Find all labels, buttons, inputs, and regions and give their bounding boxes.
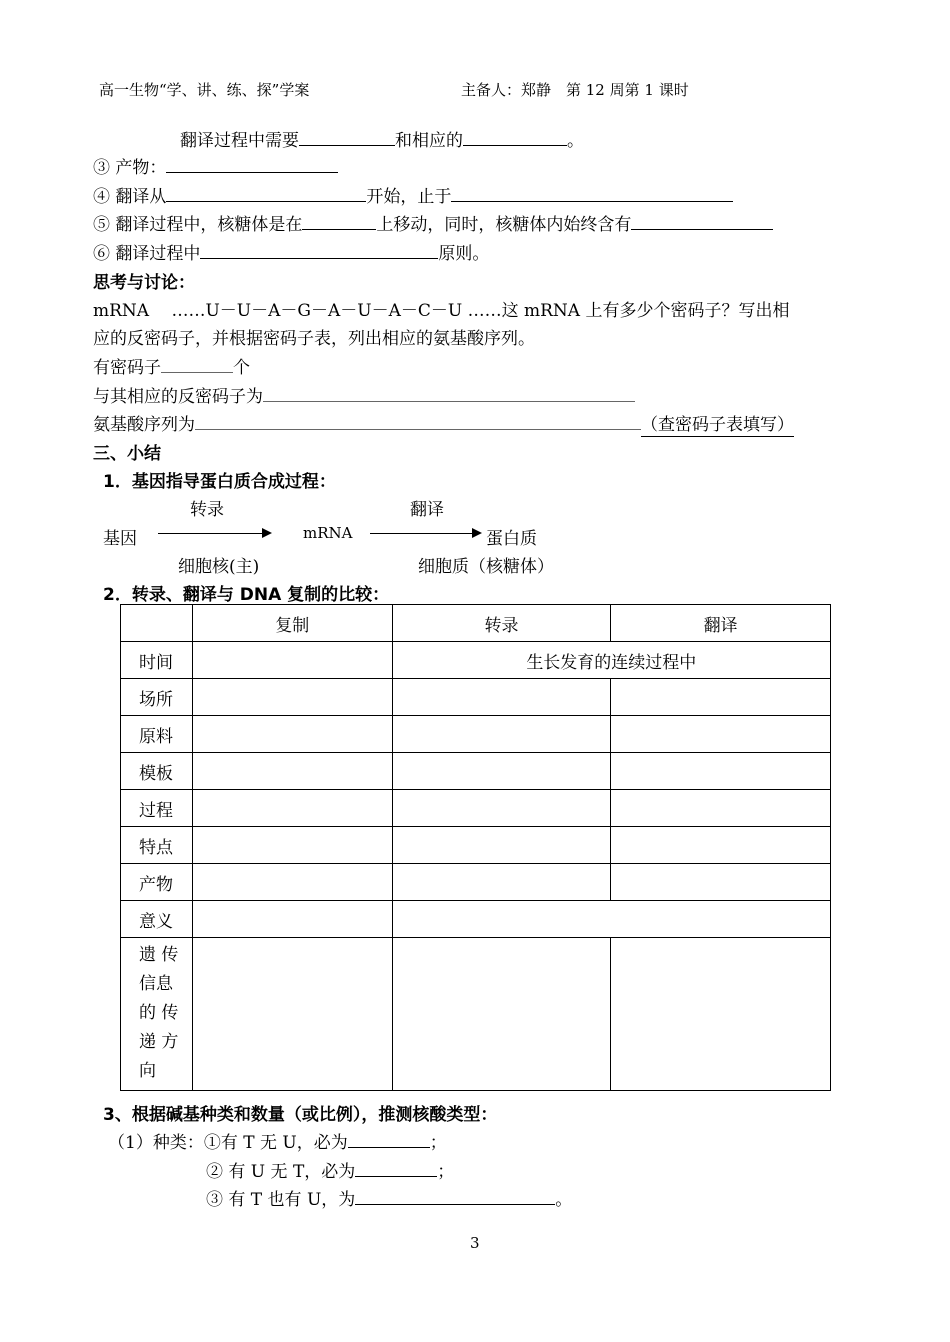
table-cell[interactable] [192,716,392,753]
gene-label: 基因 [103,529,137,549]
table-cell[interactable] [611,864,831,901]
line-3-text-a: ④ 翻译从 [93,187,167,207]
table-cell[interactable] [192,679,392,716]
table-cell[interactable] [192,864,392,901]
kind-line-1 [108,1128,447,1153]
comparison-table [120,604,831,1091]
blank[interactable] [263,385,635,402]
summary-title: 三、小结 [93,444,161,464]
label-part: 的 传 [139,1003,179,1023]
table-row [121,827,831,864]
table-cell[interactable] [192,827,392,864]
kind-3-end: 。 [555,1190,573,1210]
table-cell[interactable] [192,938,392,1091]
table-cell[interactable] [392,716,611,753]
table-row [121,938,831,1091]
table-header-cell: 转录 [392,605,611,642]
translation-arrow [370,533,480,534]
table-cell[interactable] [392,753,611,790]
table-cell[interactable] [192,642,392,679]
table-row [121,642,831,679]
table-row [121,901,831,938]
blank[interactable] [161,356,233,373]
line-3-text-b: 开始，止于 [366,187,452,207]
table-row-label: 意义 [121,901,193,938]
table-cell[interactable] [392,790,611,827]
blank[interactable] [299,129,395,146]
protein-label: 蛋白质 [486,529,537,549]
blank[interactable] [348,1131,430,1148]
anticodon-line [93,382,635,407]
summary-item-1: 1．基因指导蛋白质合成过程： [103,472,336,492]
table-cell[interactable] [611,753,831,790]
anticodon-label: 与其相应的反密码子为 [93,387,263,407]
blank[interactable] [195,413,641,430]
table-corner-cell [121,605,193,642]
table-row [121,716,831,753]
amino-acid-line [93,410,794,435]
table-cell-merged[interactable] [392,901,830,938]
table-cell[interactable] [392,827,611,864]
table-cell[interactable] [392,938,611,1091]
line-1-text-a: 翻译过程中需要 [180,131,299,151]
codon-count-line [93,353,250,378]
line-5-text-a: ⑥ 翻译过程中 [93,244,201,264]
blank[interactable] [355,1160,437,1177]
transcription-label: 转录 [190,500,224,520]
blank[interactable] [631,213,773,230]
blank[interactable] [166,156,338,173]
kind-line-2 [206,1157,454,1182]
kind-2-end: ； [437,1162,455,1182]
table-cell[interactable] [611,790,831,827]
discussion-sequence: mRNA ……U－U－A－G－A－U－A－C－U ……这 mRNA 上有多少个密码子？写出相 [93,301,790,321]
table-cell[interactable] [611,679,831,716]
label-part: 信息 [139,974,173,994]
kind-2-text: ② 有 U 无 T，必为 [206,1162,356,1182]
kind-1-end: ； [429,1133,447,1153]
label-part: 向 [139,1061,156,1081]
label-part: 递 方 [139,1032,179,1052]
table-row [121,790,831,827]
line-1-text-b: 和相应的 [395,131,463,151]
codon-count-unit: 个 [233,358,250,378]
mrna-label: mRNA [303,524,353,542]
table-cell[interactable] [192,753,392,790]
blank[interactable] [200,242,438,259]
header-right: 主备人：郑静 第 12 周第 1 课时 [461,81,689,99]
line-1-text-c: 。 [567,131,584,151]
amino-acid-label: 氨基酸序列为 [93,415,195,435]
line-2 [93,153,338,178]
blank[interactable] [166,185,366,202]
table-header-row [121,605,831,642]
table-header-cell: 复制 [192,605,392,642]
blank[interactable] [463,129,567,146]
table-row-label: 过程 [121,790,193,827]
kind-3-text: ③ 有 T 也有 U，为 [206,1190,356,1210]
label-part: 遗 传 [139,945,179,965]
table-header-cell: 翻译 [611,605,831,642]
table-row-label: 模板 [121,753,193,790]
table-row [121,679,831,716]
line-5-text-b: 原则。 [438,244,490,264]
section-3-title: 3、根据碱基种类和数量（或比例），推测核酸类型： [103,1105,498,1125]
table-cell[interactable] [192,901,392,938]
table-row [121,864,831,901]
line-5 [93,239,489,264]
line-3 [93,182,733,207]
nucleus-label: 细胞核(主) [178,557,260,577]
table-row [121,753,831,790]
blank[interactable] [451,185,733,202]
blank[interactable] [302,213,376,230]
amino-acid-note: （查密码子表填写） [641,415,794,435]
table-row-label: 时间 [121,642,193,679]
line-4-text-a: ⑤ 翻译过程中，核糖体是在 [93,215,303,235]
translation-label: 翻译 [410,500,444,520]
table-row-label [121,938,193,1091]
table-cell-merged: 生长发育的连续过程中 [392,642,830,679]
page-number: 3 [470,1234,480,1252]
table-cell[interactable] [611,716,831,753]
line-4 [93,210,773,235]
table-row-label: 原料 [121,716,193,753]
table-row-label: 特点 [121,827,193,864]
table-row-label: 场所 [121,679,193,716]
header-left: 高一生物“学、讲、练、探”学案 [99,81,310,99]
line-1 [180,126,584,151]
discussion-sequence-cont: 应的反密码子，并根据密码子表，列出相应的氨基酸序列。 [93,329,535,349]
table-cell[interactable] [392,864,611,901]
table-cell[interactable] [611,827,831,864]
discussion-title: 思考与讨论： [93,273,195,293]
kind-1-text: （1）种类：①有 T 无 U，必为 [108,1133,348,1153]
summary-item-2: 2．转录、翻译与 DNA 复制的比较： [103,585,390,605]
codon-count-label: 有密码子 [93,358,161,378]
blank[interactable] [355,1188,555,1205]
table-cell[interactable] [392,679,611,716]
kind-line-3 [206,1185,572,1210]
cytoplasm-label: 细胞质（核糖体） [418,557,554,577]
line-2-text: ③ 产物： [93,158,167,178]
line-4-text-b: 上移动，同时，核糖体内始终含有 [376,215,632,235]
transcription-arrow [158,533,270,534]
table-cell[interactable] [611,938,831,1091]
table-cell[interactable] [192,790,392,827]
table-row-label: 产物 [121,864,193,901]
